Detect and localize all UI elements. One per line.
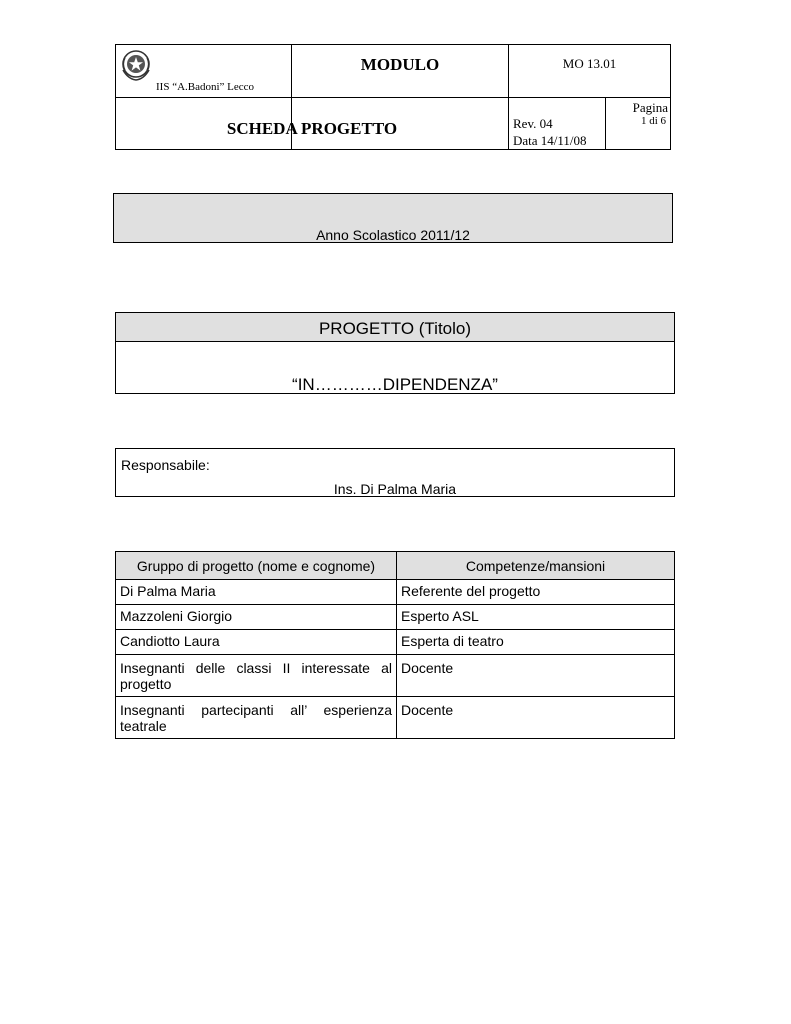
column-header-group: Gruppo di progetto (nome e cognome) [116, 552, 397, 580]
module-label: MODULO [360, 55, 440, 74]
responsible-name: Ins. Di Palma Maria [333, 481, 457, 497]
member-role: Esperta di teatro [397, 630, 675, 655]
page-label: Pagina [632, 100, 668, 115]
table-row [116, 655, 675, 697]
member-name: Insegnanti delle classi II interessate al progetto [116, 655, 397, 697]
module-code: MO 13.01 [562, 56, 617, 71]
member-name: Mazzoleni Giorgio [116, 605, 397, 630]
table-row [116, 580, 675, 605]
member-role: Docente [397, 697, 675, 739]
table-header-row [116, 552, 675, 580]
member-name: Candiotto Laura [116, 630, 397, 655]
member-name: Di Palma Maria [116, 580, 397, 605]
table-row [116, 605, 675, 630]
responsible-label: Responsabile: [121, 457, 210, 473]
document-header [115, 44, 671, 150]
doc-title: SCHEDA PROGETTO [226, 119, 398, 138]
school-year: Anno Scolastico 2011/12 [316, 227, 470, 243]
revision-date: Data 14/11/08 [513, 133, 587, 148]
project-heading-cell [116, 313, 674, 342]
group-table [115, 551, 675, 739]
column-header-competences: Competenze/mansioni [397, 552, 675, 580]
school-name: IIS “A.Badoni” Lecco [156, 81, 255, 93]
revision: Rev. 04 [513, 116, 553, 131]
page-number: 1 di 6 [640, 115, 666, 127]
member-role: Esperto ASL [397, 605, 675, 630]
project-title: “IN…………DIPENDENZA” [292, 375, 498, 394]
member-name: Insegnanti partecipanti all’ esperienza teatrale [116, 697, 397, 739]
member-role: Docente [397, 655, 675, 697]
emblem-icon [120, 48, 152, 82]
member-role: Referente del progetto [397, 580, 675, 605]
table-row [116, 697, 675, 739]
project-box [115, 312, 675, 394]
project-heading: PROGETTO (Titolo) [318, 319, 472, 338]
school-year-box [113, 193, 673, 243]
responsible-box [115, 448, 675, 497]
table-row [116, 630, 675, 655]
